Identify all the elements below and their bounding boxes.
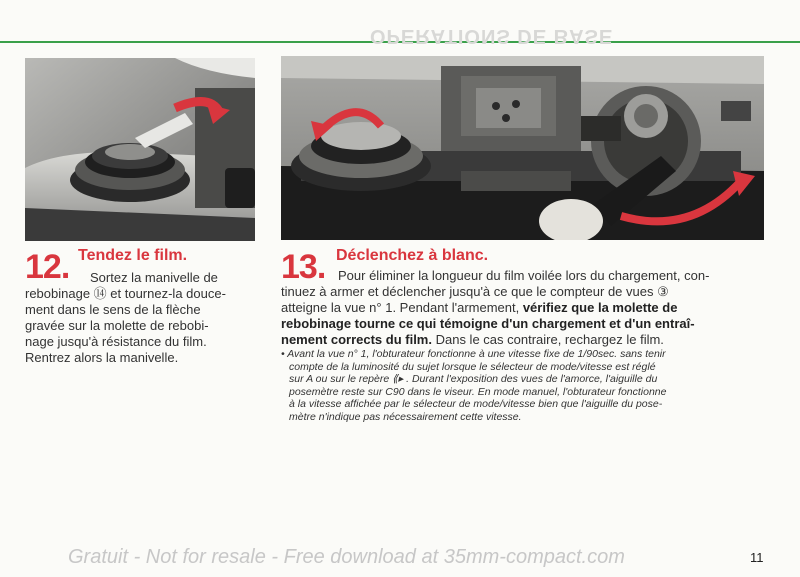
step-12-line: Sortez la manivelle de: [90, 270, 218, 285]
step-13-line: Pour éliminer la longueur du film voilée lors du chargement, con-: [338, 268, 710, 283]
page-number: 11: [750, 550, 764, 565]
step-13-number: 13.: [281, 248, 326, 286]
step-13-line-plain: atteigne la vue n° 1. Pendant l'armement,: [281, 300, 523, 315]
rewind-crank-photo: [25, 58, 255, 241]
step-13-line-bold: vérifiez que la molette de: [522, 300, 678, 315]
step-13-note: [281, 348, 763, 423]
note-line: sur A ou sur le repère ⟪▸ . Durant l'exposition des vues de l'amorce, l'aiguille du: [289, 373, 658, 385]
show-through-heading: OPERATIONS DE BASE: [370, 25, 614, 47]
step-12-line: nage jusqu'à résistance du film.: [25, 334, 207, 349]
step-13-text: [281, 268, 763, 348]
step-13-title: Déclenchez à blanc.: [336, 247, 489, 264]
step-12-text: [25, 270, 253, 366]
step-13-line-bold: nement corrects du film.: [281, 332, 432, 347]
note-line: • Avant la vue n° 1, l'obturateur fonctionne à une vitesse fixe de 1/90sec. sans tenir: [281, 348, 666, 360]
step-12-title: Tendez le film.: [78, 247, 188, 264]
note-line: compte de la luminosité du sujet lorsque le sélecteur de mode/vitesse est réglé: [289, 360, 656, 373]
note-line: à la vitesse affichée par le sélecteur de mode/vitesse bien que l'aiguille du pose-: [289, 398, 663, 410]
step-13-line-bold: rebobinage tourne ce qui témoigne d'un chargement et d'un entraî-: [281, 316, 695, 331]
step-13-line: [281, 332, 763, 348]
step-13-line: [281, 300, 763, 316]
step-12-line: ment dans le sens de la flèche: [25, 302, 201, 317]
step-12-line: rebobinage ⑭ et tournez-la douce-: [25, 286, 226, 301]
camera-top-advance-lever-photo: [281, 56, 764, 240]
note-line: mètre n'indique pas nécessairement cette vitesse.: [289, 410, 522, 423]
note-line: posemètre reste sur C90 dans le viseur. En mode manuel, l'obturateur fonctionne: [289, 385, 667, 398]
step-12-number: 12.: [25, 248, 70, 286]
step-12-line: gravée sur la molette de rebobi-: [25, 318, 209, 333]
step-13-line: tinuez à armer et déclencher jusqu'à ce que le compteur de vues ③: [281, 284, 669, 299]
step-12-line: Rentrez alors la manivelle.: [25, 350, 179, 365]
step-13-line-plain: Dans le cas contraire, rechargez le film.: [431, 332, 664, 347]
watermark: Gratuit - Not for resale - Free download at 35mm-compact.com: [68, 546, 625, 568]
